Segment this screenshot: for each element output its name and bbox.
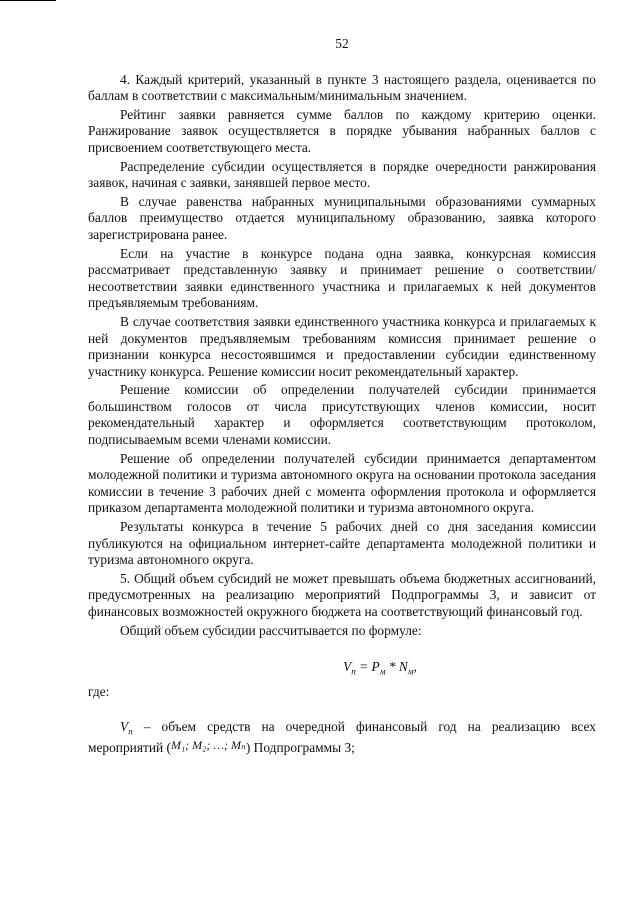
definition-symbol: V bbox=[120, 719, 129, 735]
paragraph-10: 5. Общий объем субсидий не может превышать объема бюджетных ассигнований, предусмотренных на реализацию мероприятий Подпрограммы 3, и зависит от финансовых возможностей окружного бюджета на соответствующий финансовый год. bbox=[88, 570, 596, 619]
formula-lhs: V bbox=[343, 659, 352, 675]
formula bbox=[88, 659, 596, 680]
paragraph-5: Если на участие в конкурсе подана одна заявка, конкурсная комиссия рассматривает представленную заявку и принимает решение о соответствии/несоответствии заявки единственного участника и прилагаемых к ней документов предъявляемым требованиям. bbox=[88, 245, 596, 311]
formula-p: P bbox=[371, 659, 380, 675]
definition-list: M₁; M₂; …; Mₙ bbox=[171, 738, 246, 753]
definition-symbol-sub: n bbox=[128, 726, 133, 737]
paragraph-7: Решение комиссии об определении получателей субсидии принимается большинством голосов от числа присутствующих членов комиссии, носит рекомендательный характер и оформляется соответствующим протоколом, подписываемым всеми членами комиссии. bbox=[88, 382, 596, 448]
where-label: где: bbox=[88, 684, 110, 700]
document-page bbox=[88, 36, 596, 757]
corner-mark bbox=[0, 0, 56, 1]
formula-equals: = bbox=[355, 659, 372, 675]
paragraph-1: 4. Каждый критерий, указанный в пункте 3 настоящего раздела, оценивается по баллам в соответствии с максимальным/минимальным значением. bbox=[88, 71, 596, 104]
paragraph-9: Результаты конкурса в течение 5 рабочих дней со дня заседания комиссии публикуются на официальном интернет-сайте департамента молодежной политики и туризма автономного округа. bbox=[88, 519, 596, 568]
paragraph-2: Рейтинг заявки равняется сумме баллов по каждому критерию оценки. Ранжирование заявок осуществляется в порядке убывания набранных баллов с присвоением соответствующего места. bbox=[88, 106, 596, 155]
formula-p-sub: м bbox=[379, 666, 386, 677]
formula-n-sub: м bbox=[407, 666, 414, 677]
formula-n: N bbox=[398, 659, 408, 675]
paragraph-11: Общий объем субсидии рассчитывается по формуле: bbox=[120, 622, 422, 638]
definition-vn bbox=[88, 719, 596, 757]
paragraph-3: Распределение субсидии осуществляется в порядке очередности ранжирования заявок, начиная с заявки, занявшей первое место. bbox=[88, 158, 596, 191]
formula-trail: , bbox=[413, 659, 417, 675]
paragraph-8: Решение об определении получателей субсидии принимается департаментом молодежной политики и туризма автономного округа на основании протокола заседания комиссии в течение 3 рабочих дней с момента оформления протокола и оформляется приказом департамента молодежной политики и туризма автономного округа. bbox=[88, 450, 596, 516]
paragraph-4: В случае равенства набранных муниципальными образованиями суммарных баллов преимущество отдается муниципальному образованию, заявка которого зарегистрирована ранее. bbox=[88, 193, 596, 242]
formula-lhs-sub: n bbox=[351, 666, 356, 677]
definition-text-before: – объем средств на очередной финансовый год на реализацию всех мероприятий ( bbox=[88, 719, 596, 756]
formula-times: * bbox=[385, 659, 399, 675]
page-number: 52 bbox=[335, 36, 349, 51]
definition-text-after: ) Подпрограммы 3; bbox=[245, 740, 355, 756]
paragraph-6: В случае соответствия заявки единственного участника конкурса и прилагаемых к ней документов предъявляемым требованиям комиссия принимает решение о признании конкурса несостоявшимся и предоставлении субсидии единственному участнику конкурса. Решение комиссии носит рекомендательный характер. bbox=[88, 313, 596, 379]
